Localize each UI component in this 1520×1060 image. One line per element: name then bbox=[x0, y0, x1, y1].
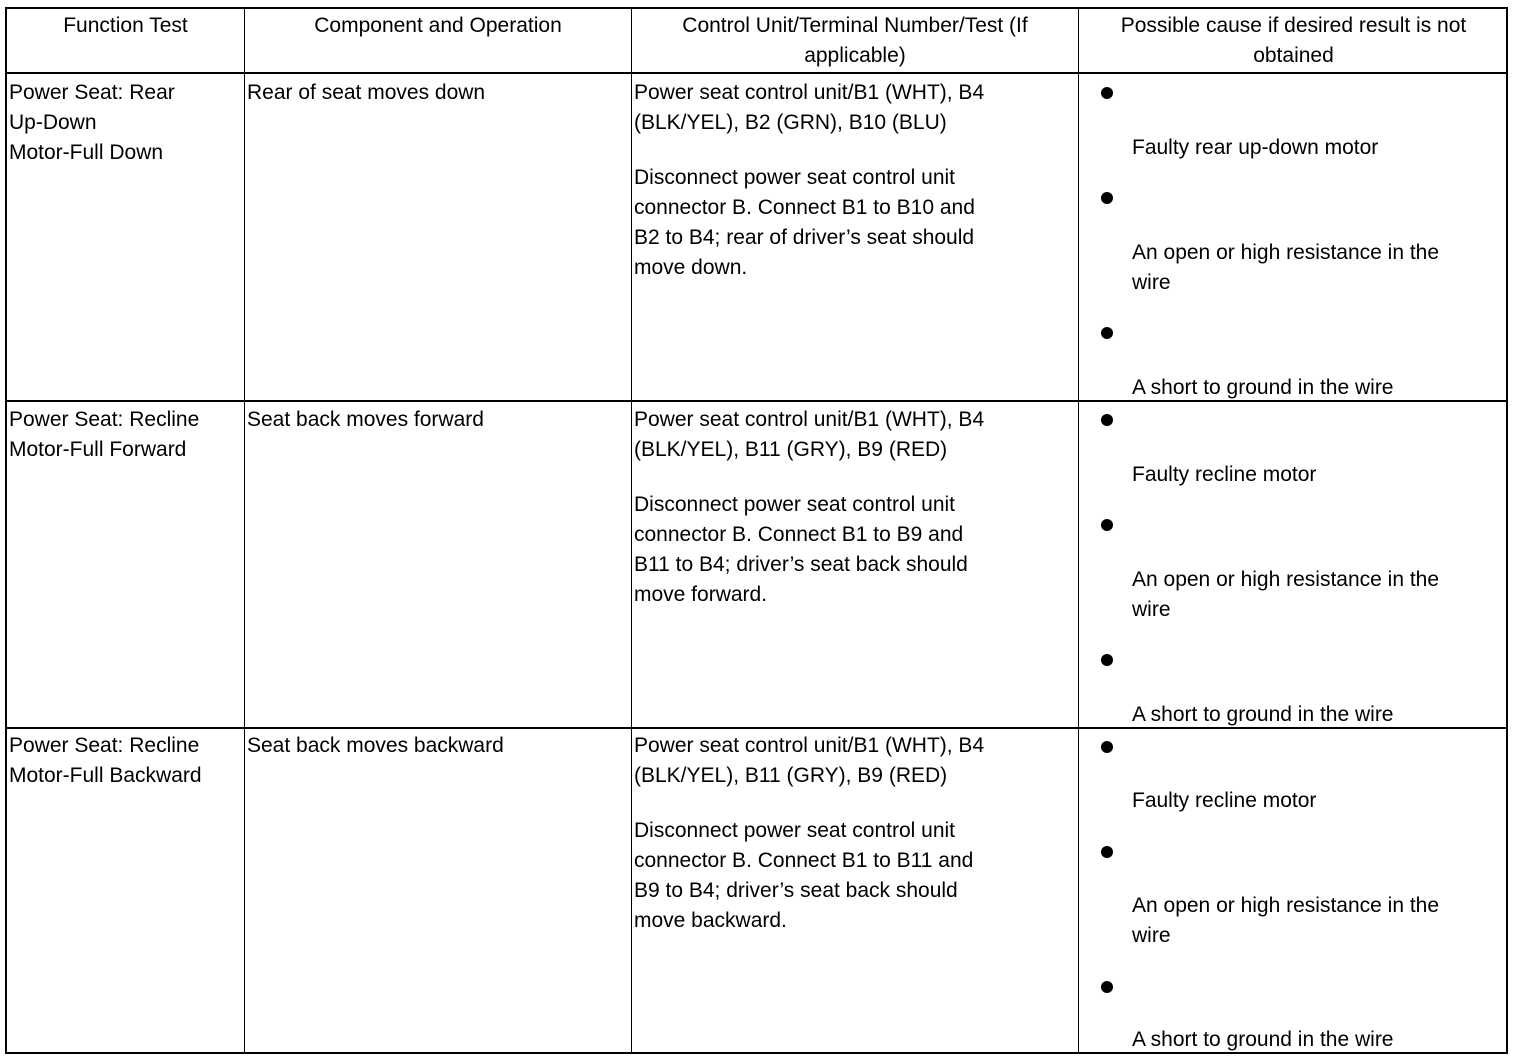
row-1-cause-3: A short to ground in the wire bbox=[1132, 376, 1394, 399]
header-divider bbox=[7, 72, 1506, 74]
bullet-icon bbox=[1101, 519, 1113, 531]
row-1-cause-1: Faulty rear up-down motor bbox=[1132, 136, 1379, 159]
row-3-procedure: Disconnect power seat control unit connector B. Connect B1 to B11 and B9 to B4; driver’s seat back should move backward. bbox=[634, 819, 974, 932]
row-1-cause-2: An open or high resistance in the wire bbox=[1132, 241, 1440, 294]
row-3-cause-1: Faulty recline motor bbox=[1132, 789, 1317, 812]
row-2-cause-3: A short to ground in the wire bbox=[1132, 703, 1394, 726]
header-possible-cause: Possible cause if desired result is not obtained bbox=[1120, 14, 1467, 67]
column-divider bbox=[631, 9, 632, 1052]
row-2-cause-1: Faulty recline motor bbox=[1132, 463, 1317, 486]
row-1-component: Rear of seat moves down bbox=[247, 81, 486, 104]
bullet-icon bbox=[1101, 741, 1113, 753]
header-function-test: Function Test bbox=[63, 14, 188, 37]
column-divider bbox=[1078, 9, 1079, 1052]
row-2-terminals: Power seat control unit/B1 (WHT), B4 (BLK/YEL), B11 (GRY), B9 (RED) bbox=[634, 408, 985, 461]
row-3-cause-3: A short to ground in the wire bbox=[1132, 1028, 1394, 1051]
row-3-function-test: Power Seat: Recline Motor-Full Backward bbox=[9, 734, 202, 787]
row-1-procedure: Disconnect power seat control unit connector B. Connect B1 to B10 and B2 to B4; rear of driver’s seat should move down. bbox=[634, 166, 975, 279]
row-3-terminals: Power seat control unit/B1 (WHT), B4 (BLK/YEL), B11 (GRY), B9 (RED) bbox=[634, 734, 985, 787]
header-control-unit-terminal: Control Unit/Terminal Number/Test (If applicable) bbox=[682, 14, 1028, 67]
row-2-component: Seat back moves forward bbox=[247, 408, 484, 431]
header-component-operation: Component and Operation bbox=[314, 14, 562, 37]
bullet-icon bbox=[1101, 327, 1113, 339]
function-test-table bbox=[5, 7, 1508, 1054]
row-2-procedure: Disconnect power seat control unit connector B. Connect B1 to B9 and B11 to B4; driver’s seat back should move forward. bbox=[634, 493, 968, 606]
row-2-function-test: Power Seat: Recline Motor-Full Forward bbox=[9, 408, 200, 461]
bullet-icon bbox=[1101, 981, 1113, 993]
column-divider bbox=[244, 9, 245, 1052]
row-3-component: Seat back moves backward bbox=[247, 734, 504, 757]
bullet-icon bbox=[1101, 87, 1113, 99]
row-2-cause-2: An open or high resistance in the wire bbox=[1132, 568, 1440, 621]
row-1-function-test: Power Seat: Rear Up-Down Motor-Full Down bbox=[9, 81, 175, 164]
bullet-icon bbox=[1101, 414, 1113, 426]
bullet-icon bbox=[1101, 654, 1113, 666]
row-3-cause-2: An open or high resistance in the wire bbox=[1132, 894, 1440, 947]
bullet-icon bbox=[1101, 846, 1113, 858]
row-1-terminals: Power seat control unit/B1 (WHT), B4 (BLK/YEL), B2 (GRN), B10 (BLU) bbox=[634, 81, 985, 134]
bullet-icon bbox=[1101, 192, 1113, 204]
